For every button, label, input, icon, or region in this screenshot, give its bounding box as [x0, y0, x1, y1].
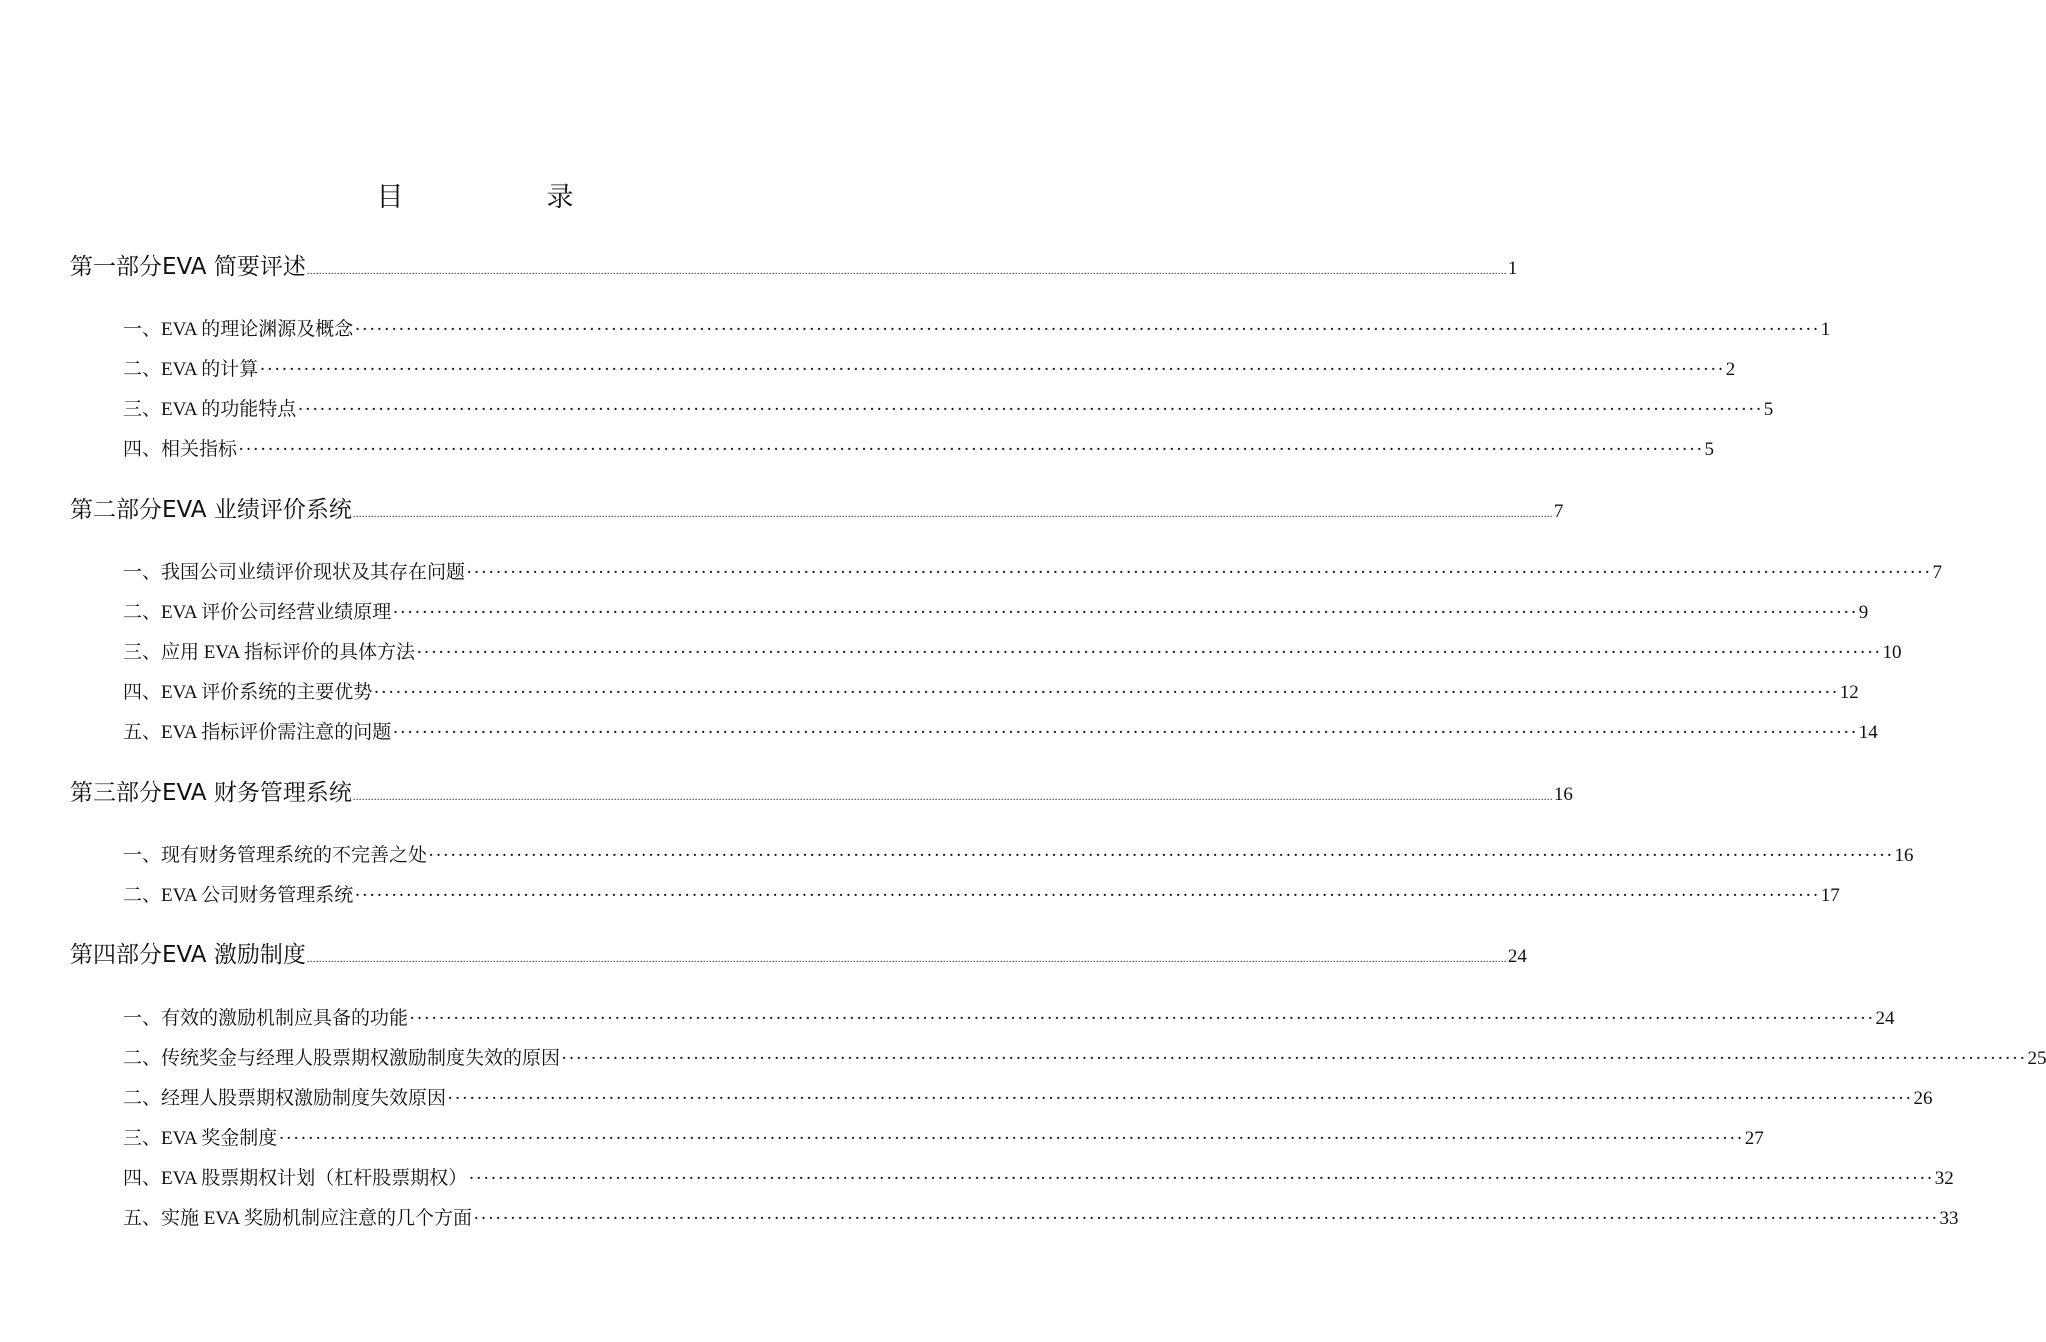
page-number: 16 [1553, 784, 1573, 805]
dot-leader: ········································································································································································································ [409, 1008, 1875, 1029]
item-label: 三、EVA 奖金制度 [123, 1128, 278, 1149]
dot-leader: ................................................................................................................................................................................................................................................................................................................................................................................................................ [352, 792, 1553, 803]
toc-item [123, 314, 1831, 341]
page-number: 16 [1894, 845, 1914, 866]
dot-leader: ········································································································································································································ [373, 682, 1839, 703]
dot-leader: ................................................................................................................................................................................................................................................................................................................................................................................................................ [352, 509, 1553, 520]
part-title: EVA 财务管理系统 [162, 780, 352, 806]
part-label: 第四部分 [70, 942, 162, 968]
page-number: 12 [1839, 682, 1859, 703]
toc-item [123, 1163, 1954, 1190]
dot-leader: ········································································································································································································ [354, 319, 1820, 340]
part-label: 第三部分 [70, 780, 162, 806]
dot-leader: ········································································································································································································ [561, 1048, 2027, 1069]
page-number: 27 [1744, 1128, 1764, 1149]
page-number: 9 [1858, 602, 1869, 623]
toc-part-2 [70, 491, 1564, 524]
toc-item [123, 354, 1736, 381]
page-number: 14 [1858, 722, 1878, 743]
toc-item [123, 637, 1902, 664]
item-label: 二、EVA 公司财务管理系统 [123, 885, 354, 906]
part-label: 第一部分 [70, 254, 162, 280]
toc-item [123, 1203, 1959, 1230]
item-label: 五、实施 EVA 奖励机制应注意的几个方面 [123, 1208, 473, 1229]
toc-item [123, 434, 1714, 461]
toc-item [123, 557, 1942, 584]
dot-leader: ········································································································································································································ [416, 642, 1882, 663]
item-label: 二、传统奖金与经理人股票期权激励制度失效的原因 [123, 1048, 561, 1069]
item-label: 五、EVA 指标评价需注意的问题 [123, 722, 392, 743]
item-label: 一、EVA 的理论渊源及概念 [123, 319, 354, 340]
part-title: EVA 简要评述 [162, 254, 306, 280]
item-label: 一、现有财务管理系统的不完善之处 [123, 845, 428, 866]
toc-item [123, 1003, 1895, 1030]
dot-leader: ········································································································································································································ [297, 399, 1763, 420]
dot-leader: ········································································································································································································ [392, 602, 1858, 623]
item-label: 二、EVA 评价公司经营业绩原理 [123, 602, 392, 623]
item-label: 四、EVA 评价系统的主要优势 [123, 682, 373, 703]
part-label: 第二部分 [70, 497, 162, 523]
page-number: 24 [1875, 1008, 1895, 1029]
toc-item [123, 394, 1774, 421]
dot-leader: ········································································································································································································ [259, 359, 1725, 380]
dot-leader: ········································································································································································································ [354, 885, 1820, 906]
toc-part-3 [70, 774, 1573, 807]
page-number: 7 [1553, 501, 1564, 522]
toc-part-4 [70, 936, 1527, 969]
page-number: 33 [1939, 1208, 1959, 1229]
page-number: 7 [1932, 562, 1942, 583]
toc-title: 目 录 [376, 182, 632, 213]
item-label: 二、经理人股票期权激励制度失效原因 [123, 1088, 447, 1109]
page-number: 17 [1820, 885, 1840, 906]
item-label: 四、EVA 股票期权计划（杠杆股票期权） [123, 1168, 468, 1189]
dot-leader: ········································································································································································································ [392, 722, 1858, 743]
item-label: 三、应用 EVA 指标评价的具体方法 [123, 642, 416, 663]
toc-item [123, 597, 1869, 624]
dot-leader: ········································································································································································································ [278, 1128, 1744, 1149]
page-number: 24 [1507, 946, 1527, 967]
toc-item [123, 717, 1878, 744]
dot-leader: ········································································································································································································ [468, 1168, 1934, 1189]
page-number: 5 [1763, 399, 1774, 420]
toc-item [123, 1123, 1764, 1150]
page-number: 1 [1507, 258, 1518, 279]
dot-leader: ········································································································································································································ [466, 562, 1932, 583]
toc-item [123, 1043, 2046, 1070]
page-number: 10 [1882, 642, 1902, 663]
page-number: 32 [1934, 1168, 1954, 1189]
page-number: 1 [1820, 319, 1831, 340]
toc-part-1 [70, 248, 1518, 281]
page-number: 25 [2027, 1048, 2046, 1069]
item-label: 三、EVA 的功能特点 [123, 399, 297, 420]
dot-leader: ................................................................................................................................................................................................................................................................................................................................................................................................................ [306, 954, 1507, 965]
item-label: 四、相关指标 [123, 439, 238, 460]
item-label: 二、EVA 的计算 [123, 359, 259, 380]
item-label: 一、有效的激励机制应具备的功能 [123, 1008, 409, 1029]
dot-leader: ········································································································································································································ [447, 1088, 1913, 1109]
dot-leader: ................................................................................................................................................................................................................................................................................................................................................................................................................ [306, 266, 1507, 277]
dot-leader: ········································································································································································································ [428, 845, 1894, 866]
toc-item [123, 1083, 1933, 1110]
toc-item [123, 880, 1840, 907]
toc-item [123, 840, 1914, 867]
dot-leader: ········································································································································································································ [238, 439, 1704, 460]
part-title: EVA 激励制度 [162, 942, 306, 968]
page-number: 5 [1704, 439, 1714, 460]
dot-leader: ········································································································································································································ [473, 1208, 1939, 1229]
toc-item [123, 677, 1859, 704]
part-title: EVA 业绩评价系统 [162, 497, 352, 523]
page-number: 26 [1913, 1088, 1933, 1109]
page-number: 2 [1725, 359, 1736, 380]
item-label: 一、我国公司业绩评价现状及其存在问题 [123, 562, 466, 583]
